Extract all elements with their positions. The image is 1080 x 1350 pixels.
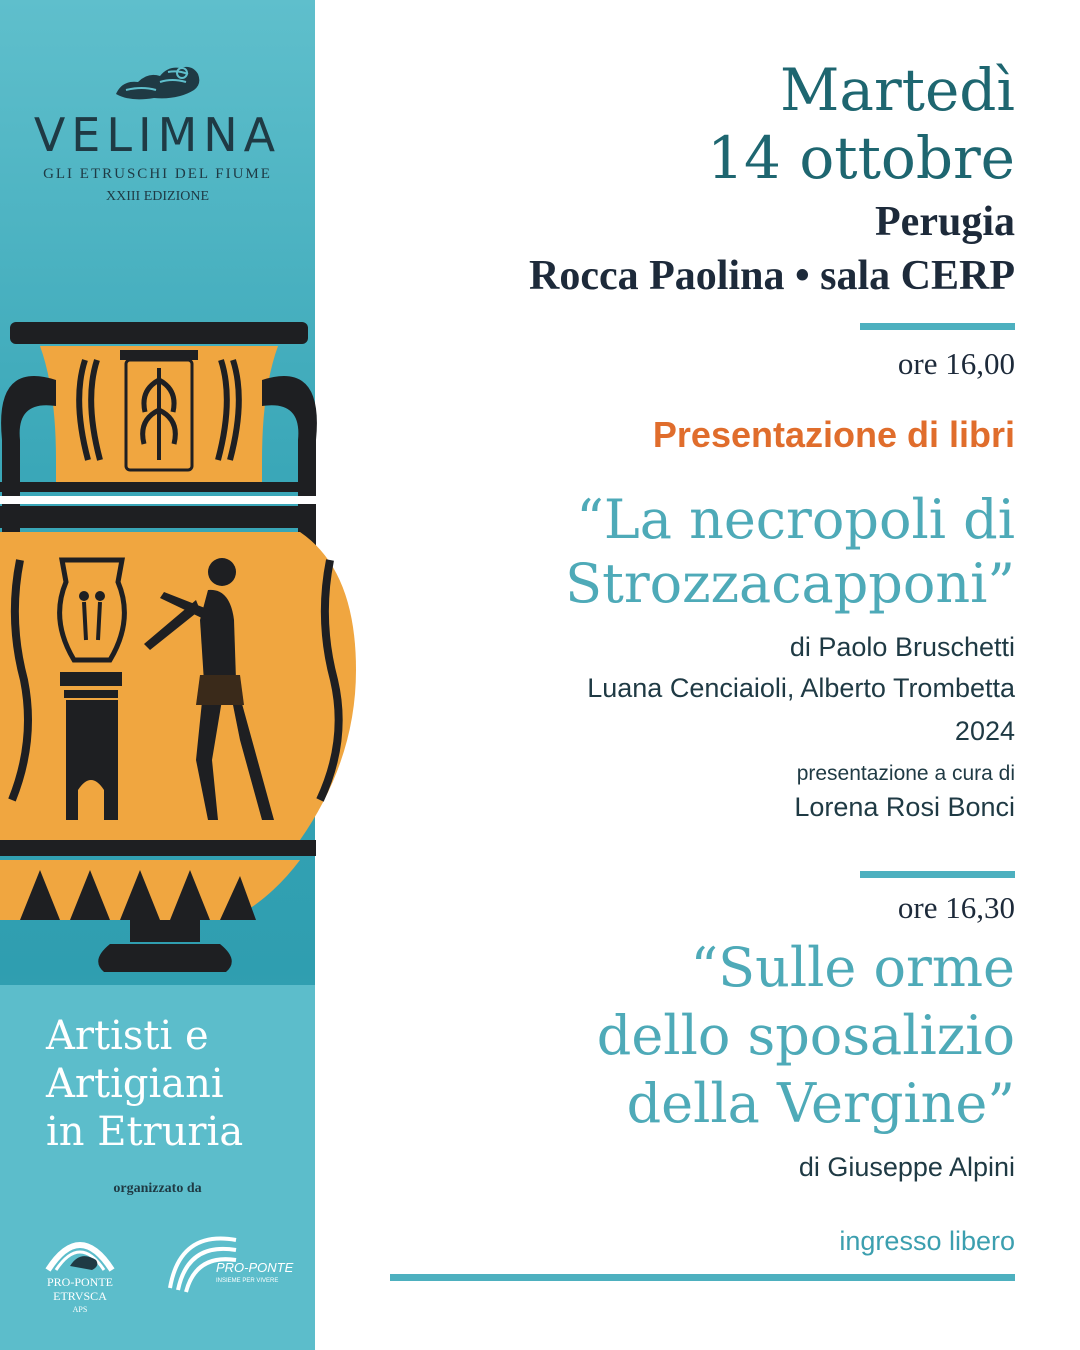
talk2-title-line1: “Sulle orme	[690, 936, 1015, 999]
sidebar-title-line: Artigiani	[46, 1061, 224, 1107]
amphora-illustration	[0, 320, 360, 980]
org2-sub: INSIEME PER VIVERE	[216, 1278, 279, 1284]
org1-name: PRO-PONTE	[46, 1275, 114, 1289]
talk2-title-line2: dello sposalizio	[596, 1004, 1015, 1067]
reclining-figure-icon	[108, 60, 208, 106]
talk1-authors-line2: Luana Cenciaioli, Alberto Trombetta	[587, 673, 1015, 703]
talk1-title-line2: Strozzacapponi”	[565, 552, 1015, 615]
talk1-time: ore 16,00	[897, 346, 1015, 381]
divider	[860, 323, 1015, 330]
talk1-authors-line1: di Paolo Bruschetti	[789, 632, 1015, 662]
event-city: Perugia	[875, 199, 1015, 245]
footer-divider	[390, 1274, 1015, 1281]
organized-by-label: organizzato da	[113, 1181, 202, 1196]
talk2-time: ore 16,30	[897, 890, 1015, 925]
event-day: Martedì	[779, 56, 1015, 124]
sidebar-title-line: Artisti e	[46, 1013, 209, 1059]
logo-subtitle: GLI ETRUSCHI DEL FIUME	[43, 166, 272, 182]
talk-heading: Presentazione di libri	[652, 414, 1015, 455]
logo-edition: XXIII EDIZIONE	[105, 189, 210, 204]
talk1-year: 2024	[954, 716, 1015, 746]
event-date: 14 ottobre	[707, 124, 1015, 192]
org1-tag: APS	[72, 1305, 88, 1314]
talk2-title-line3: della Vergine”	[626, 1072, 1015, 1135]
org2-name: PRO-PONTE	[216, 1260, 294, 1275]
sidebar-event-title	[46, 1012, 243, 1156]
velimna-logo	[0, 60, 315, 205]
talk2-author: di Giuseppe Alpini	[798, 1152, 1015, 1182]
divider	[860, 871, 1015, 878]
talk1-title-line1: “La necropoli di	[576, 488, 1015, 551]
org1-sub: ETRVSCA	[53, 1289, 107, 1303]
event-place: Rocca Paolina • sala CERP	[528, 253, 1015, 299]
sidebar-title-line: in Etruria	[46, 1109, 244, 1155]
talk1-curator: Lorena Rosi Bonci	[794, 792, 1015, 822]
pro-ponte-etrusca-logo	[47, 1245, 113, 1314]
pro-ponte-logo	[170, 1239, 294, 1292]
free-entry-label: ingresso libero	[839, 1226, 1015, 1256]
talk1-curated-label: presentazione a cura di	[796, 762, 1015, 785]
logo-title: VELIMNA	[33, 108, 282, 162]
organizer-logos	[40, 1220, 300, 1320]
